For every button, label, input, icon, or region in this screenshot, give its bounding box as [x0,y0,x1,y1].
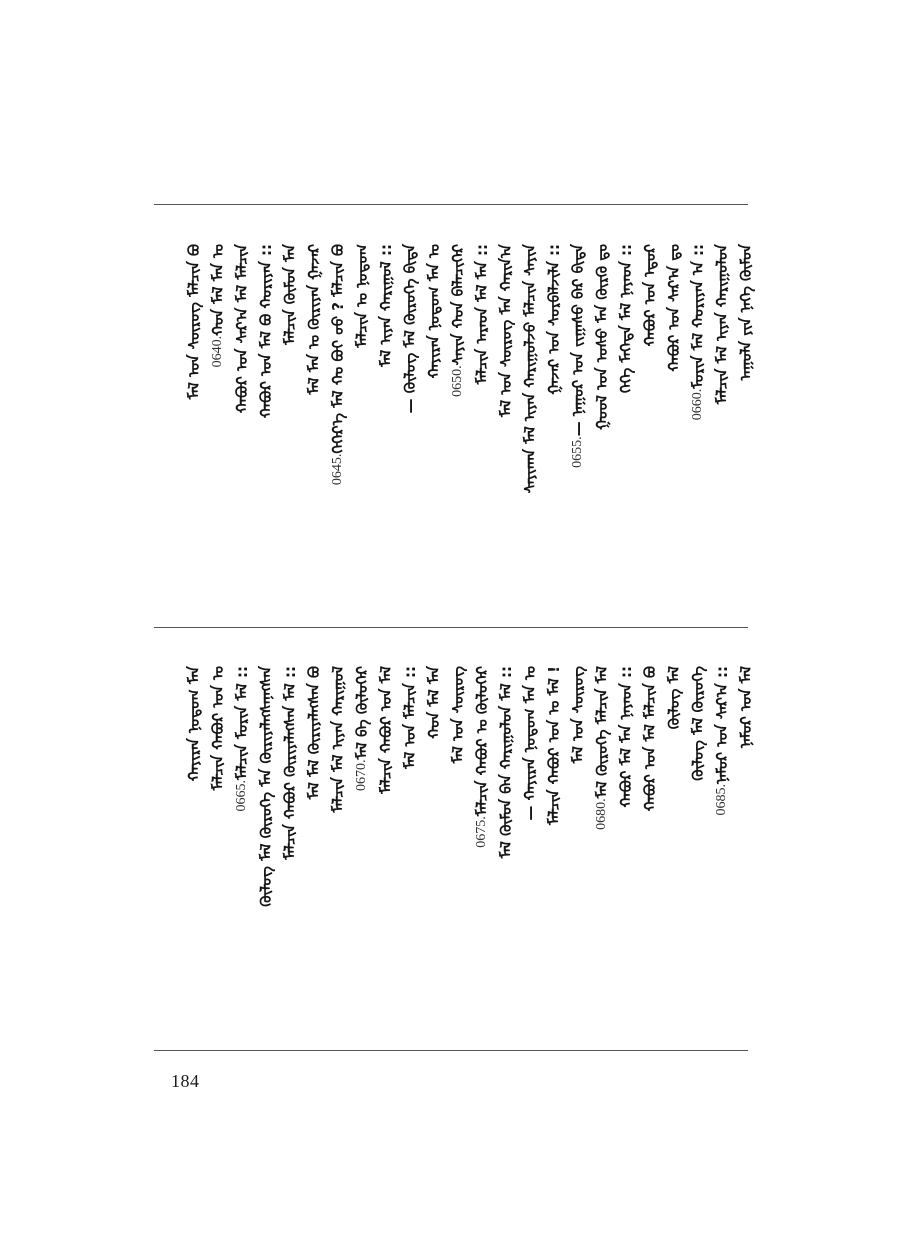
verse-text: ᠮᠠᠯᠴᠢᠨ ᠬᠠᠪᠤᠷ ᠬᠦᠷᠢᠶᠡᠯᠡᠭᠰᠡᠨ ᠮᠠᠯ :: [281,666,299,860]
verse-column [639,666,661,811]
verse-text: ᠬᠠᠪᠤᠷ ᠤᠨ ᠡᠳᠦᠷ [641,244,659,347]
verse-column [183,666,205,781]
verse-text: ᠮᠠᠯ ᠮᠠᠨ ᠤ ᠬᠦᠷᠢᠶᠡᠨ ᠭᠠᠵᠠᠷ [305,244,323,395]
verse-column [567,666,589,763]
verse-column [447,666,469,763]
verse-column [495,666,517,858]
verse-column [735,666,757,748]
verse-column [615,666,637,808]
verse-text: — ᠬᠠᠶᠢᠷᠠᠨ ᠨᠤᠲᠤᠭ ᠮᠠᠨ ᠤ [521,666,539,821]
line-number: 0655. [570,436,585,468]
verse-text: ᠮᠠᠯ ᠢᠶᠠᠨ ᠬᠠᠷᠢᠭᠤᠯ :: [377,244,395,368]
verse-text: ᠬᠠᠪᠤᠷ ᠤᠨ ᠮᠠᠯ ᠮᠠᠯᠴᠢᠨ ᠪᠤ [641,666,659,812]
verse-text: ᠬᠠᠶᠢᠷᠠᠨ ᠨᠤᠲᠤᠭ ᠮᠠᠨ [185,666,203,782]
verse-text: ᠮᠠᠯᠴᠢᠨ ᠮᠣᠷᠢᠨ ᠮᠠᠯ :: [233,666,251,780]
verse-text: ᠮᠠᠯ ᠬᠦᠮᠦᠨ ᠪᠡᠨ ᠬᠠᠷᠢᠭᠤᠯᠤᠨ ᠮᠠᠯ :: [497,666,515,859]
verse-text: ᠬᠣᠨ ᠮᠠᠯ ᠮᠠᠨ [425,666,443,739]
verse-text: ᠮᠠᠯ ᠤᠨ ᠮᠠᠯᠴᠢᠨ :: [401,666,419,770]
line-number: 0685. [714,783,729,816]
verse-text: ᠮᠠᠯᠴᠢᠨ ᠬᠠᠪᠤᠷ ᠤᠨ ᠮᠠᠯ [377,666,395,795]
line-number: 0665. [234,779,249,812]
verse-text: ᠮᠠᠯ ᠤᠨ ᠰᠦᠷᠦᠭ ᠮᠠᠯᠴᠢᠨ ᠪᠤ [185,244,203,400]
verse-text: ᠬᠠᠶᠢᠷᠠᠨ ᠨᠤᠲᠤᠭ ᠮᠠᠨ ᠤ [425,244,443,379]
verse-text: ᠮᠠᠯ ᠪᠠ ᠬᠦᠯᠦᠭᠡᠷ [353,666,371,760]
verse-text: ᠮᠠᠯᠴᠢᠨ ᠮᠠᠯ ᠢᠶᠠᠨ ᠬᠠᠷᠢᠭᠤᠯᠤᠨ [713,244,731,405]
verse-text: ᠭᠠᠵᠠᠷ ᠤᠨ ᠰᠤᠷᠪᠠᠯᠵᠢᠯᠠ :: [545,244,563,395]
verse-text: ᠮᠠᠯᠴᠢᠨ ᠮᠠᠯ ᠢᠶᠠᠨ ᠬᠠᠷᠢᠭᠤᠯ [329,666,347,813]
line-number: 0660. [690,388,705,421]
verse-column [423,666,445,739]
verse-column [207,666,229,791]
verse-text: ᠬᠡᠬᠡ ᠮᠡᠭᠡᠳᠡ ᠮᠠᠯ ᠨᠠᠶᠠᠳ :: [617,244,635,394]
verse-text: ᠰᠠᠶᠢᠨ ᠬᠣᠨ ᠪᠡᠯᠡᠴᠢᠭᠡᠷ [449,244,467,366]
verse-text: ᠬᠡᠭᠡᠷ᠎ᠡ ᠮᠠᠯ ᠬᠤ ᠪᠤᠢ ᠤᠤ ? ᠮᠠᠯᠴᠢᠨ ᠪᠤ [329,244,347,454]
verse-text: ᠬᠦᠯᠦᠭ ᠮᠠᠯ ᠬᠦᠷᠦᠭᠡ [689,666,707,781]
verse-text: ᠮᠠᠯ ᠤᠨ ᠰᠦᠷᠦᠭ ᠮᠡᠨ ᠬᠠᠷᠢᠨ᠎ᠠ [497,244,515,418]
verse-column [471,666,493,848]
verse-text: ᠬᠣᠨ ᠮᠠᠯ ᠮᠡᠨ ᠤ [209,244,227,336]
verse-text: ᠬᠠᠪᠤᠷ ᠮᠠᠯ ᠮᠡᠨ ᠨᠠᠶᠠᠳ :: [617,666,635,808]
verse-text: ᠮᠠᠯ ᠬᠦᠷᠦᠭᠡ ᠮᠠᠯᠴᠢᠨ ᠮᠠᠯ [593,666,611,799]
verse-text: ᠰᠠᠶᠢᠬᠠᠨ ᠮᠠᠯ ᠢᠶᠠᠨ ᠬᠠᠷᠢᠭᠤᠯᠵᠤ ᠮᠠᠯᠴᠢᠨ ᠰᠠᠶᠢᠨ [521,244,539,494]
verse-column [231,666,253,811]
verse-text: ᠬᠠᠪᠤᠷ ᠤᠨ ᠮᠠᠯ ᠪᠤ ᠬᠤᠷᠢᠶᠠᠨ :: [257,244,275,419]
verse-column [255,666,277,907]
verse-text: — ᠬᠦᠯᠦᠭ ᠮᠠᠯ ᠬᠦᠷᠦᠭᠡ ᠪᠢᠳᠡ [401,244,419,414]
verse-text: ᠮᠠᠯᠴᠢᠨ ᠤ ᠨᠤᠲᠤᠭ [353,244,371,348]
verse-column [687,666,709,781]
verse-text: ᠮᠣᠷᠢᠨ ᠮᠠᠯ ᠬᠤᠷᠢᠶᠠᠨ ᠠ :: [689,244,707,389]
verse-text: ᠭᠣᠣᠯ ᠤᠨ ᠤᠰᠤ ᠮᠡᠨ ᠬᠦᠷᠬᠦ ᠳᠤ [593,244,611,430]
verse-column [303,666,325,799]
page-number: 184 [171,1071,200,1091]
verse-text: ᠮᠠᠯᠴᠢᠨ ᠬᠠᠪᠤᠷ ᠤᠨ ᠤ [209,666,227,791]
verse-text: ᠮᠠᠯᠴᠢᠨ ᠠᠷᠠᠳ ᠮᠠᠯ ᠮᠠᠨ :: [473,244,491,385]
line-number: 0675. [474,816,489,848]
verse-column [711,666,733,815]
verse-text: — ᠨᠠᠭᠤᠷ ᠤᠨ ᠵᠢᠭᠠᠰᠤ ᠪᠠᠷ ᠪᠢᠳᠡ [569,244,587,437]
verse-text: ᠮᠠᠯ ᠮᠠᠯ ᠬᠦᠷᠢᠶᠡᠯᠡᠭᠰᠡᠨ ᠪᠤ [305,666,323,800]
verse-text: ᠨᠠᠮᠤᠷ ᠤᠨ ᠮᠠᠯ [737,666,755,749]
verse-column [591,666,613,830]
verse-text: ᠠᠭᠤᠯᠠ ᠶᠢᠨ ᠨᠡᠭᠡ ᠬᠦᠮᠦᠨ [737,244,755,381]
verse-column [399,666,421,769]
verse-column [543,666,565,825]
line-number: 0645. [330,453,345,486]
verse-column [663,666,685,729]
verse-text: ᠮᠠᠯ ᠤᠨ ᠰᠦᠷᠦᠭ [449,666,467,764]
line-number: 0650. [450,365,465,397]
verse-column [375,666,397,794]
verse-column [519,666,541,821]
verse-text: ᠨᠠᠮᠤᠷ ᠤᠨ ᠰᠠᠷ᠎ᠠ :: [713,666,731,784]
verse-column [279,666,301,860]
verse-text: ᠮᠠᠯ ᠤᠨ ᠰᠦᠷᠦᠭ [569,666,587,764]
verse-text: ᠬᠠᠪᠤᠷ ᠤᠨ ᠰᠠᠷ᠎ᠠ ᠳᠤ [665,244,683,372]
line-number: 0680. [594,798,609,830]
verse-text: ᠬᠦᠯᠦᠭ ᠮᠠᠯ ᠬᠦᠷᠦᠭᠡ ᠮᠠᠨ ᠬᠦᠷᠢᠶᠡᠯᠡᠭᠰᠡᠨᠡᠭᠰᠡᠨ [257,666,275,907]
verse-text: ᠬᠠᠪᠤᠷ ᠤᠨ ᠰᠠᠷ᠎ᠠ ᠮᠠᠯ ᠮᠠᠯᠴᠢᠨ [233,244,251,414]
line-number: 0640. [210,335,225,368]
line-number: 0670. [354,759,369,791]
verse-text: ᠬᠦᠯᠦᠭ ᠮᠠᠯ [665,666,683,730]
verse-column [351,666,373,791]
verse-text: ᠮᠠᠯᠴᠢᠨ ᠬᠠᠪᠤᠷ ᠤ ᠬᠦᠯᠦᠭᠡᠷ [473,666,491,817]
verse-column [327,666,349,813]
verse-text: ᠮᠠᠯᠴᠢᠨ ᠬᠠᠪᠤᠷ ᠤᠨ ᠤ ᠮᠠᠯ ! [545,666,563,826]
verse-text: ᠮᠠᠯᠴᠢᠨ ᠬᠦᠮᠦᠨ ᠮᠠᠨ [281,244,299,346]
